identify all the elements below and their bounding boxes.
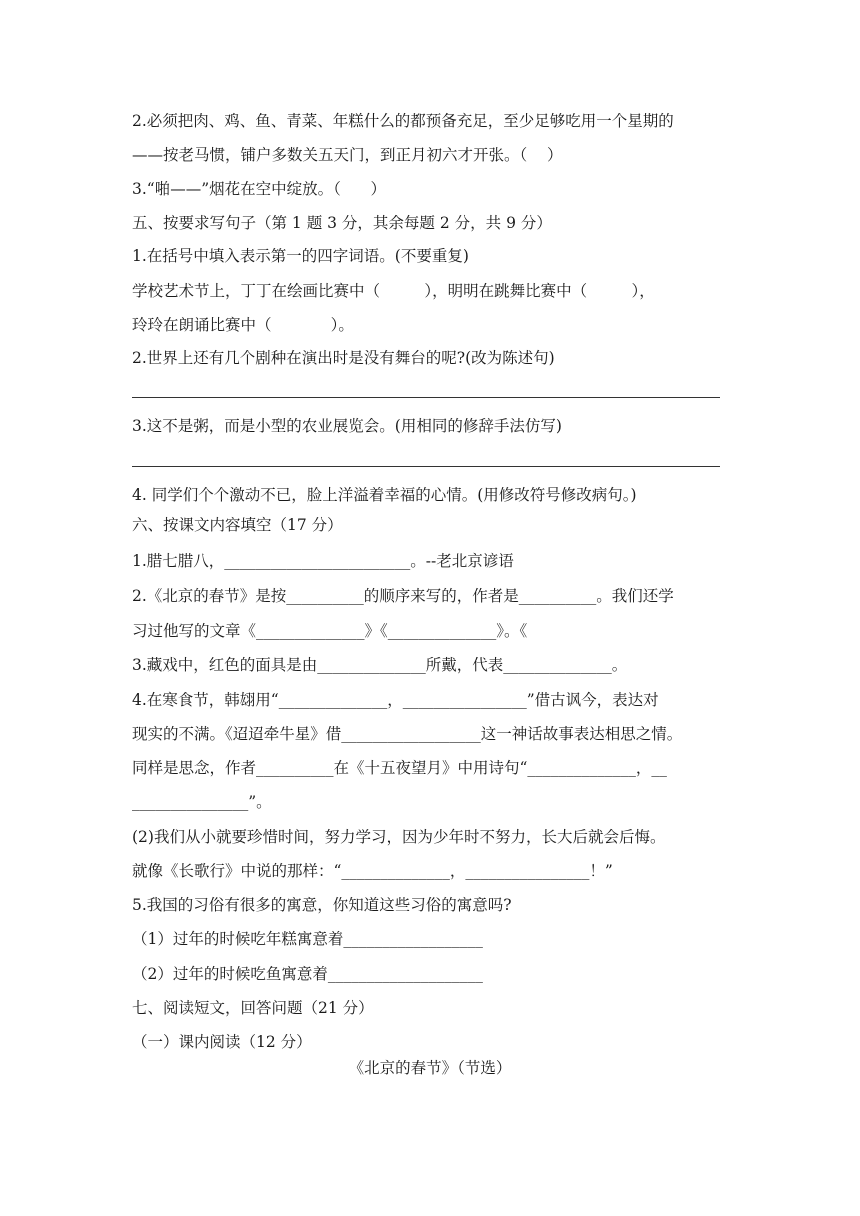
line-09: 3.这不是粥，而是小型的农业展览会。(用相同的修辞手法仿写) bbox=[132, 417, 562, 435]
line-21: 就像《长歌行》中说的那样：“______________，________________！” bbox=[132, 862, 613, 880]
answer-rule-2 bbox=[132, 466, 720, 467]
section-seven-heading: 七、阅读短文，回答问题（21 分） bbox=[132, 999, 374, 1017]
line-17: 现实的不满。《迢迢牵牛星》借__________________这一神话故事表达相思之情。 bbox=[132, 725, 683, 743]
line-23: （1）过年的时候吃年糕寓意着__________________ bbox=[132, 930, 483, 948]
line-07: 玲玲在朗诵比赛中（ ）。 bbox=[132, 316, 354, 334]
line-14: 习过他写的文章《______________》《______________》。《 bbox=[132, 622, 528, 640]
answer-rule-1 bbox=[132, 397, 720, 398]
passage-title: 《北京的春节》（节选） bbox=[348, 1059, 512, 1077]
line-22: 5.我国的习俗有很多的寓意，你知道这些习俗的寓意吗? bbox=[132, 896, 512, 914]
line-24: （2）过年的时候吃鱼寓意着____________________ bbox=[132, 965, 483, 983]
line-01: 2.必须把肉、鸡、鱼、青菜、年糕什么的都预备充足，至少足够吃用一个星期的 bbox=[132, 112, 674, 130]
line-13: 2.《北京的春节》是按__________的顺序来写的，作者是__________。我们还学 bbox=[132, 587, 674, 605]
sub-section-heading: （一）课内阅读（12 分） bbox=[132, 1033, 312, 1051]
line-05: 1.在括号中填入表示第一的四字词语。(不要重复) bbox=[132, 247, 469, 265]
line-06: 学校艺术节上，丁丁在绘画比赛中（ ），明明在跳舞比赛中（ ）， bbox=[132, 282, 655, 300]
line-20: (2)我们从小就要珍惜时间，努力学习，因为少年时不努力，长大后就会后悔。 bbox=[132, 828, 666, 846]
line-15: 3.藏戏中，红色的面具是由______________所戴，代表______________。 bbox=[132, 656, 628, 674]
line-18: 同样是思念，作者__________在《十五夜望月》中用诗句“______________，__ bbox=[132, 759, 667, 777]
section-six-heading: 六、按课文内容填空（17 分） bbox=[132, 516, 343, 534]
line-08: 2.世界上还有几个剧种在演出时是没有舞台的呢?(改为陈述句) bbox=[132, 349, 555, 367]
section-five-heading: 五、按要求写句子（第 1 题 3 分，其余每题 2 分，共 9 分） bbox=[132, 214, 552, 232]
line-03: 3.“啪——”烟花在空中绽放。（ ） bbox=[132, 180, 386, 198]
line-16: 4.在寒食节，韩翃用“______________，________________”借古讽今，表达对 bbox=[132, 691, 659, 709]
line-12: 1.腊七腊八，________________________。--老北京谚语 bbox=[132, 552, 514, 570]
line-10: 4. 同学们个个激动不已，脸上洋溢着幸福的心情。(用修改符号修改病句。) bbox=[132, 486, 637, 504]
line-02: ——按老马惯，铺户多数关五天门，到正月初六才开张。（ ） bbox=[132, 146, 563, 164]
line-19: _______________”。 bbox=[132, 793, 272, 811]
